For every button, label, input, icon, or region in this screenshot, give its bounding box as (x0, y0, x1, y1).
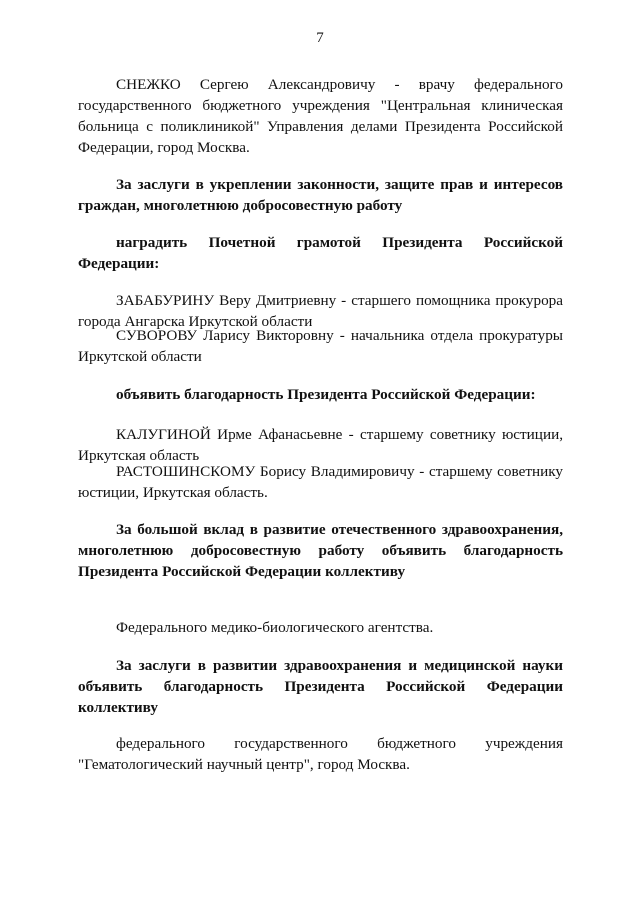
award-zababurina-paragraph: ЗАБАБУРИНУ Веру Дмитриевну - старшего помощника прокурора города Ангарска Иркутской области (78, 292, 563, 330)
section-heading-medical-science: За заслуги в развитии здравоохранения и медицинской науки объявить благодарность Президента Российской Федерации коллективу (78, 657, 563, 716)
section-heading-healthcare: За большой вклад в развитие отечественного здравоохранения, многолетнюю добросовестную работу объявить благодарность Президента Российской Федерации коллективу (78, 521, 563, 580)
award-rastoshinsky-paragraph: РАСТОШИНСКОМУ Борису Владимировичу - старшему советнику юстиции, Иркутская область. (78, 463, 563, 501)
award-type-gratitude-heading: объявить благодарность Президента Российской Федерации: (116, 386, 536, 403)
award-snezhko-paragraph: СНЕЖКО Сергею Александровичу - врачу федерального государственного бюджетного учреждения "Центральная клиническая больница с поликлиникой" Управления делами Президента Российской Федерации, город Москва. (78, 76, 563, 156)
award-kalugina-paragraph: КАЛУГИНОЙ Ирме Афанасьевне - старшему советнику юстиции, Иркутская область (78, 426, 563, 464)
award-type-certificate-heading: наградить Почетной грамотой Президента Российской Федерации: (78, 234, 563, 272)
award-suvorova-paragraph: СУВОРОВУ Ларису Викторовну - начальника отдела прокуратуры Иркутской области (78, 327, 563, 365)
page-number: 7 (316, 30, 324, 46)
award-fmba-paragraph: Федерального медико-биологического агентства. (116, 619, 434, 636)
award-hematology-center-paragraph: федерального государственного бюджетного учреждения "Гематологический научный центр", город Москва. (78, 735, 563, 773)
section-heading-legality: За заслуги в укреплении законности, защите прав и интересов граждан, многолетнюю добросовестную работу (78, 176, 563, 214)
